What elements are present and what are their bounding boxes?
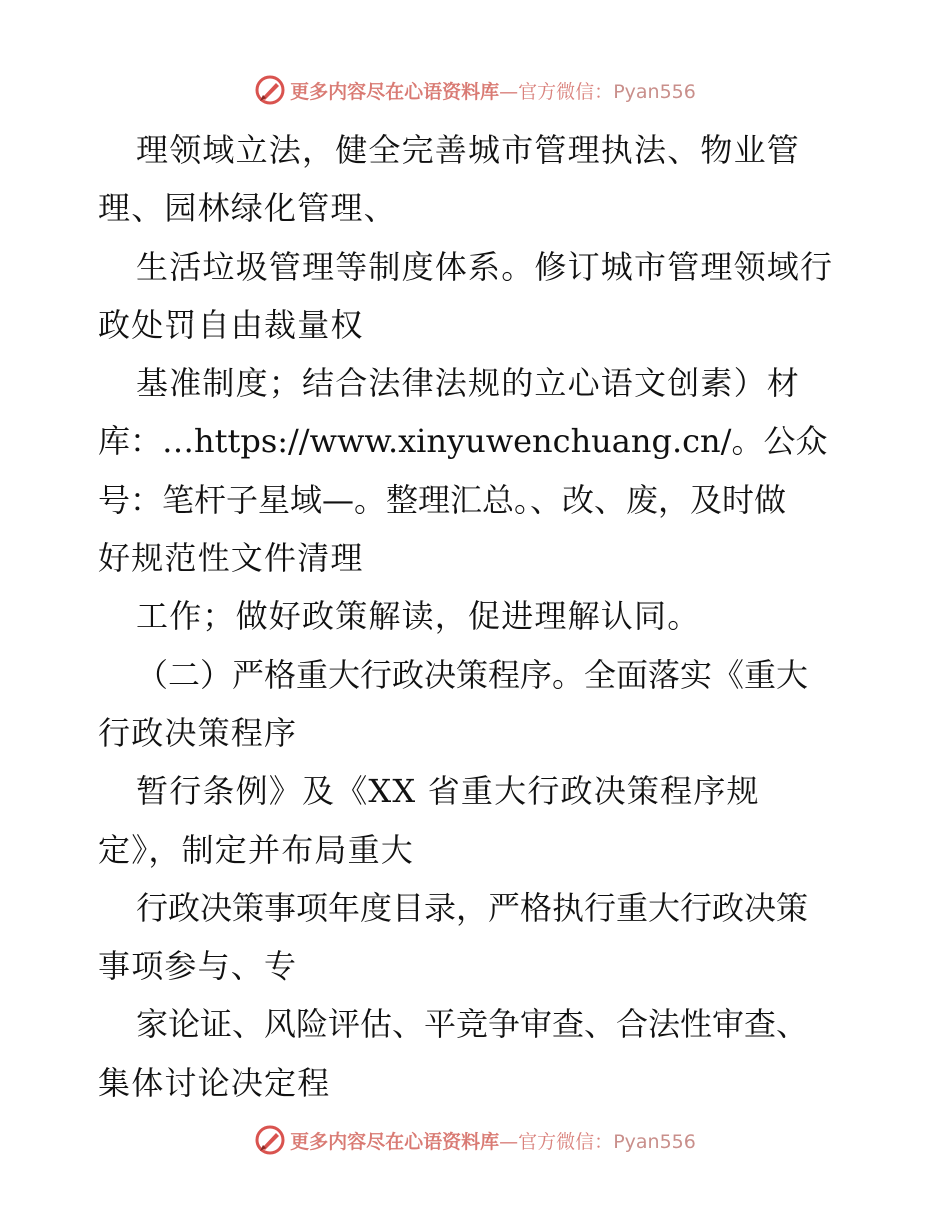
body-line: 基准制度；结合法律法规的立心语文创素）材	[136, 364, 801, 403]
body-line: 生活垃圾管理等制度体系。修订城市管理领域行	[136, 247, 834, 286]
header-banner-dash: —	[499, 80, 519, 103]
body-line: 事项参与、专	[98, 947, 298, 986]
document-body	[98, 121, 858, 1112]
body-line: 好规范性文件清理	[98, 539, 364, 578]
pen-logo-icon	[254, 74, 286, 106]
header-banner-wechat-id: Pyan556	[613, 80, 696, 103]
footer-banner-wechat-id: Pyan556	[613, 1130, 696, 1153]
footer-banner-dash: —	[499, 1130, 519, 1153]
body-line: 行政决策事项年度目录，严格执行重大行政决策	[136, 888, 809, 927]
footer-banner-main: 更多内容尽在心语资料库	[290, 1130, 500, 1153]
footer-banner-text	[290, 1127, 696, 1154]
footer-banner	[0, 1122, 950, 1158]
header-banner-wechat-label: 官方微信：	[518, 80, 614, 103]
body-line: 暂行条例》及《XX 省重大行政决策程序规	[136, 772, 760, 811]
body-line: 定》，制定并布局重大	[98, 830, 415, 869]
body-line: 行政决策程序	[98, 713, 298, 752]
body-line: 理、园林绿化管理、	[98, 189, 397, 228]
header-banner	[0, 72, 950, 108]
body-line: 工作；做好政策解读，促进理解认同。	[136, 597, 701, 636]
footer-banner-wechat-label: 官方微信：	[518, 1130, 614, 1153]
body-line: 政处罚自由裁量权	[98, 305, 364, 344]
body-line: 集体讨论决定程	[98, 1063, 331, 1102]
body-line: 理领域立法，健全完善城市管理执法、物业管	[136, 131, 801, 169]
header-banner-text	[290, 77, 696, 104]
body-line: 家论证、风险评估、平竞争审查、合法性审查、	[136, 1005, 809, 1044]
pen-logo-icon	[254, 1124, 286, 1156]
body-line: 号：笔杆子星域—。整理汇总。、改、废，及时做	[98, 480, 787, 519]
body-line: 库：…https://www.xinyuwenchuang.cn/。公众	[98, 422, 828, 461]
header-banner-main: 更多内容尽在心语资料库	[290, 80, 500, 103]
body-line: （二）严格重大行政决策程序。全面落实《重大	[136, 655, 809, 694]
